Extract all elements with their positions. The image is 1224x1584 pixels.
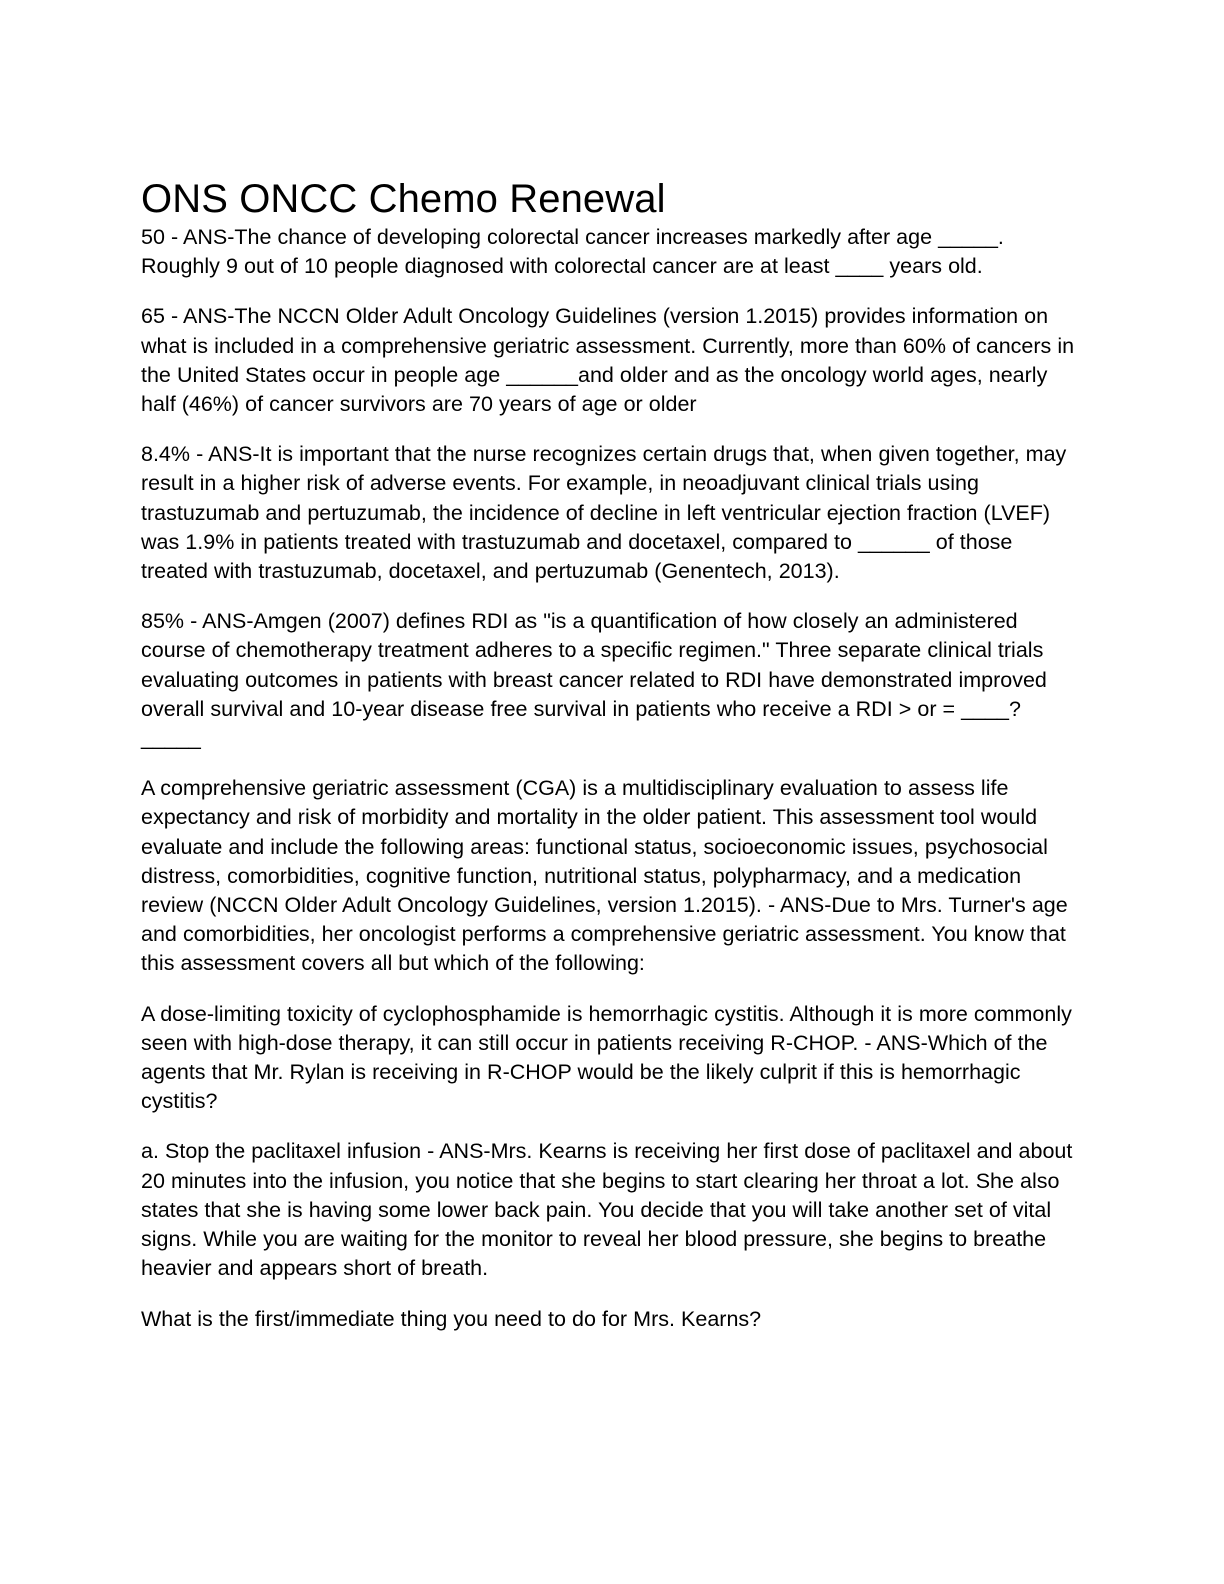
paragraph-nccn-geriatric: 65 - ANS-The NCCN Older Adult Oncology Guidelines (version 1.2015) provides information on what is included in a comprehensive geriatric assessment. Currently, more than 60% of cancers in the United States occur in people age ______and older and as the oncology world ages, nearly half (46%) of cancer survivors are 70 years of age or older	[141, 304, 1081, 417]
paragraph-cga-turner: A comprehensive geriatric assessment (CGA) is a multidisciplinary evaluation to assess life expectancy and risk of morbidity and mortality in the older patient. This assessment tool would evaluate and include the following areas: functional status, socioeconomic issues, psychosocial distress, comorbidities, cognitive function, nutritional status, polypharmacy, and a medication review (NCCN Older Adult Oncology Guidelines, version 1.2015). - ANS-Due to Mrs. Turner's age and comorbidities, her oncologist performs a comprehensive geriatric assessment. You know that this assessment covers all but which of the following:	[141, 776, 1074, 976]
paragraph-rdi-amgen: 85% - ANS-Amgen (2007) defines RDI as "is a quantification of how closely an administered course of chemotherapy treatment adheres to a specific regimen." Three separate clinical trials evaluating outcomes in patients with breast cancer related to RDI have demonstrated improved overall survival and 10-year disease free survival in patients who receive a RDI > or = ____?_____	[141, 609, 1053, 751]
paragraph-lvef-trastuzumab: 8.4% - ANS-It is important that the nurse recognizes certain drugs that, when given together, may result in a higher risk of adverse events. For example, in neoadjuvant clinical trials using trastuzumab and pertuzumab, the incidence of decline in left ventricular ejection fraction (LVEF) was 1.9% in patients treated with trastuzumab and docetaxel, compared to ______ of those treated with trastuzumab, docetaxel, and pertuzumab (Genentech, 2013).	[141, 442, 1073, 584]
paragraph-kearns-question: What is the first/immediate thing you need to do for Mrs. Kearns?	[141, 1306, 762, 1331]
document-content	[141, 175, 1081, 1334]
page-title: ONS ONCC Chemo Renewal	[141, 177, 666, 221]
paragraph-paclitaxel-kearns: a. Stop the paclitaxel infusion - ANS-Mrs. Kearns is receiving her first dose of paclitaxel and about 20 minutes into the infusion, you notice that she begins to start clearing her throat a lot. She also states that she is having some lower back pain. You decide that you will take another set of vital signs. While you are waiting for the monitor to reveal her blood pressure, she begins to breathe heavier and appears short of breath.	[141, 1139, 1079, 1281]
paragraph-colorectal-age: 50 - ANS-The chance of developing colorectal cancer increases markedly after age _____. Roughly 9 out of 10 people diagnosed with colorectal cancer are at least ____ years old.	[141, 225, 1010, 279]
paragraph-cyclophosphamide-rchop: A dose-limiting toxicity of cyclophosphamide is hemorrhagic cystitis. Although it is more commonly seen with high-dose therapy, it can still occur in patients receiving R-CHOP. - ANS-Which of the agents that Mr. Rylan is receiving in R-CHOP would be the likely culprit if this is hemorrhagic cystitis?	[141, 1001, 1078, 1114]
document-body	[141, 223, 1081, 1334]
